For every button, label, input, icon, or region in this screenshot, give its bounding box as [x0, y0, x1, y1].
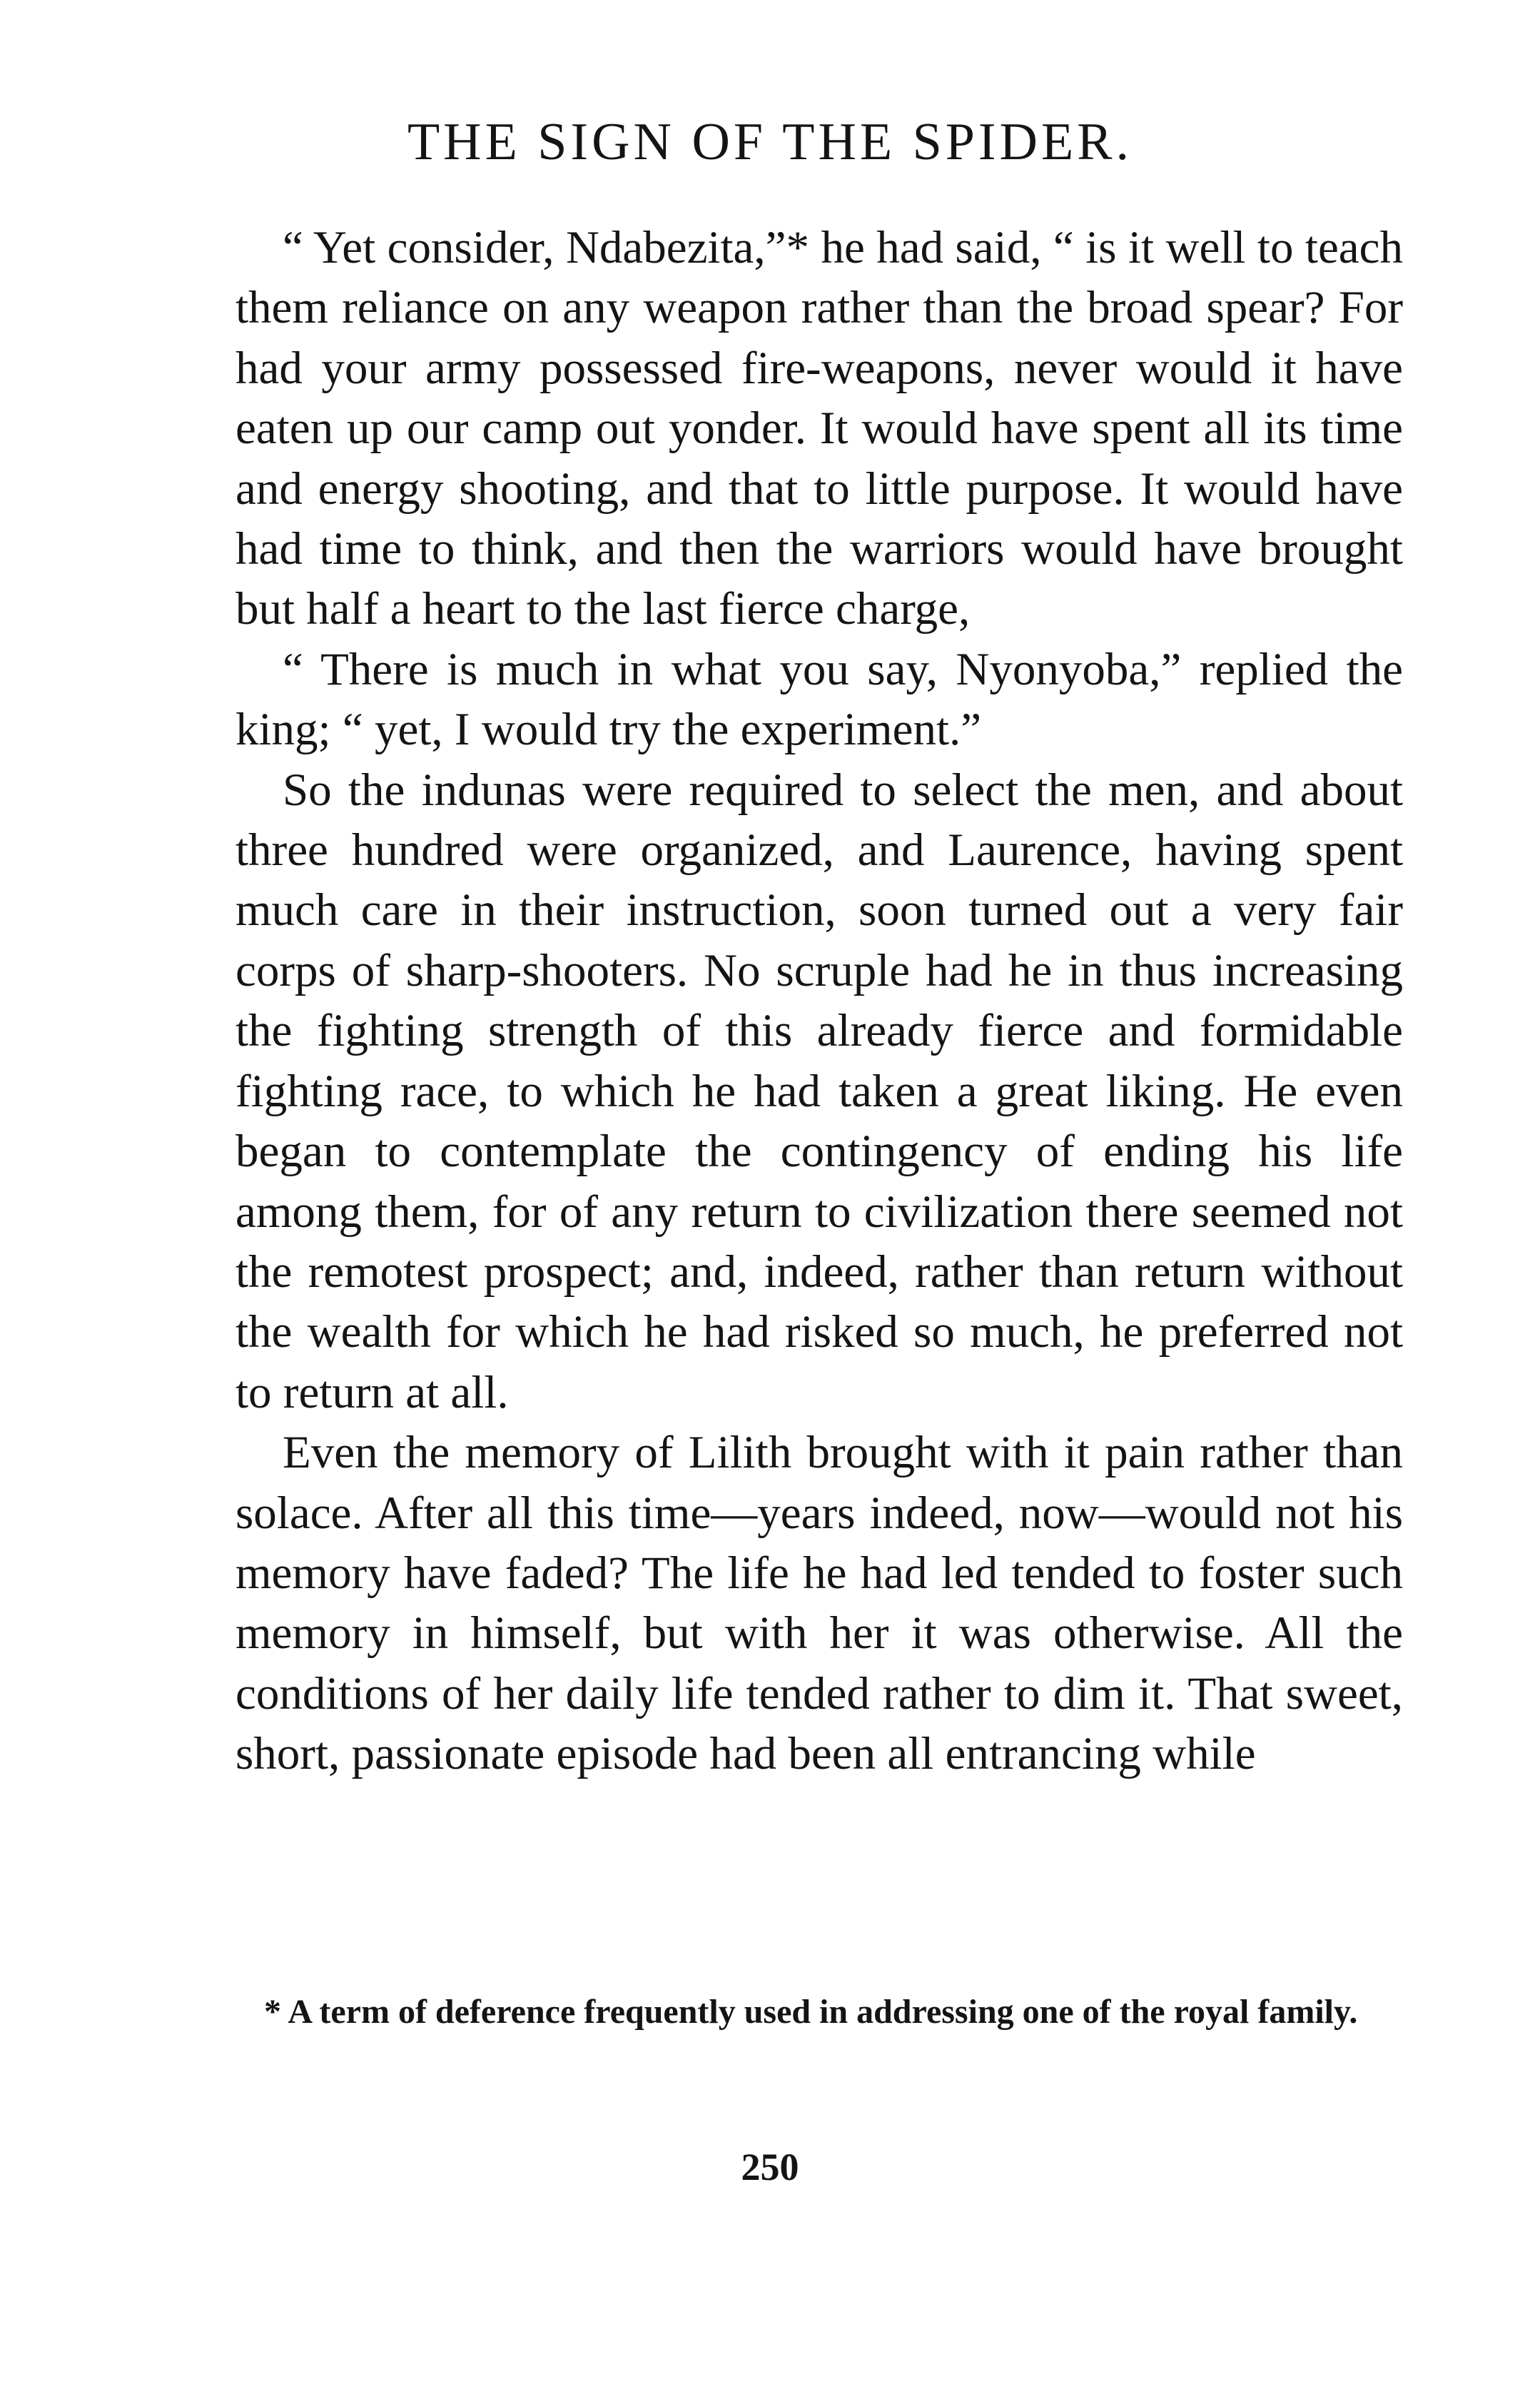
paragraph: “ There is much in what you say, Nyonyoba,” replied the king; “ yet, I would try the experiment.” [235, 643, 1403, 756]
running-head: THE SIGN OF THE SPIDER. [407, 113, 1133, 171]
body-text [235, 218, 1403, 1784]
footnote-text: * A term of deference frequently used in addressing one of the royal family. [264, 1993, 1358, 2031]
footnote [235, 1988, 1403, 2036]
paragraph: So the indunas were required to select the men, and about three hundred were organized, and Laurence, having spent much care in their instruction, soon turned out a very fair corps of sharp-shooters. No scruple had he in thus increasing the fighting strength of this already fierce and formidable fighting race, to which he had taken a great liking. He even began to contemplate the contingency of ending his life among them, for of any return to civilization there seemed not the remotest prospect; and, indeed, rather than return without the wealth for which he had risked so much, he preferred not to return at all. [235, 764, 1403, 1418]
page-number: 250 [741, 2146, 799, 2188]
paragraph: “ Yet consider, Ndabezita,”* he had said, “ is it well to teach them reliance on any weapon rather than the broad spear? For had your army possessed fire-weapons, never would it have eaten up our camp out yonder. It would have spent all its time and energy shooting, and that to little purpose. It would have had time to think, and then the warriors would have brought but half a heart to the last fierce charge, [235, 222, 1403, 635]
paragraph: Even the memory of Lilith brought with it pain rather than solace. After all this time—years indeed, now—would not his memory have faded? The life he had led tended to foster such memory in himself, but with her it was otherwise. All the conditions of her daily life tended rather to dim it. That sweet, short, passionate episode had been all entrancing while [235, 1427, 1403, 1780]
